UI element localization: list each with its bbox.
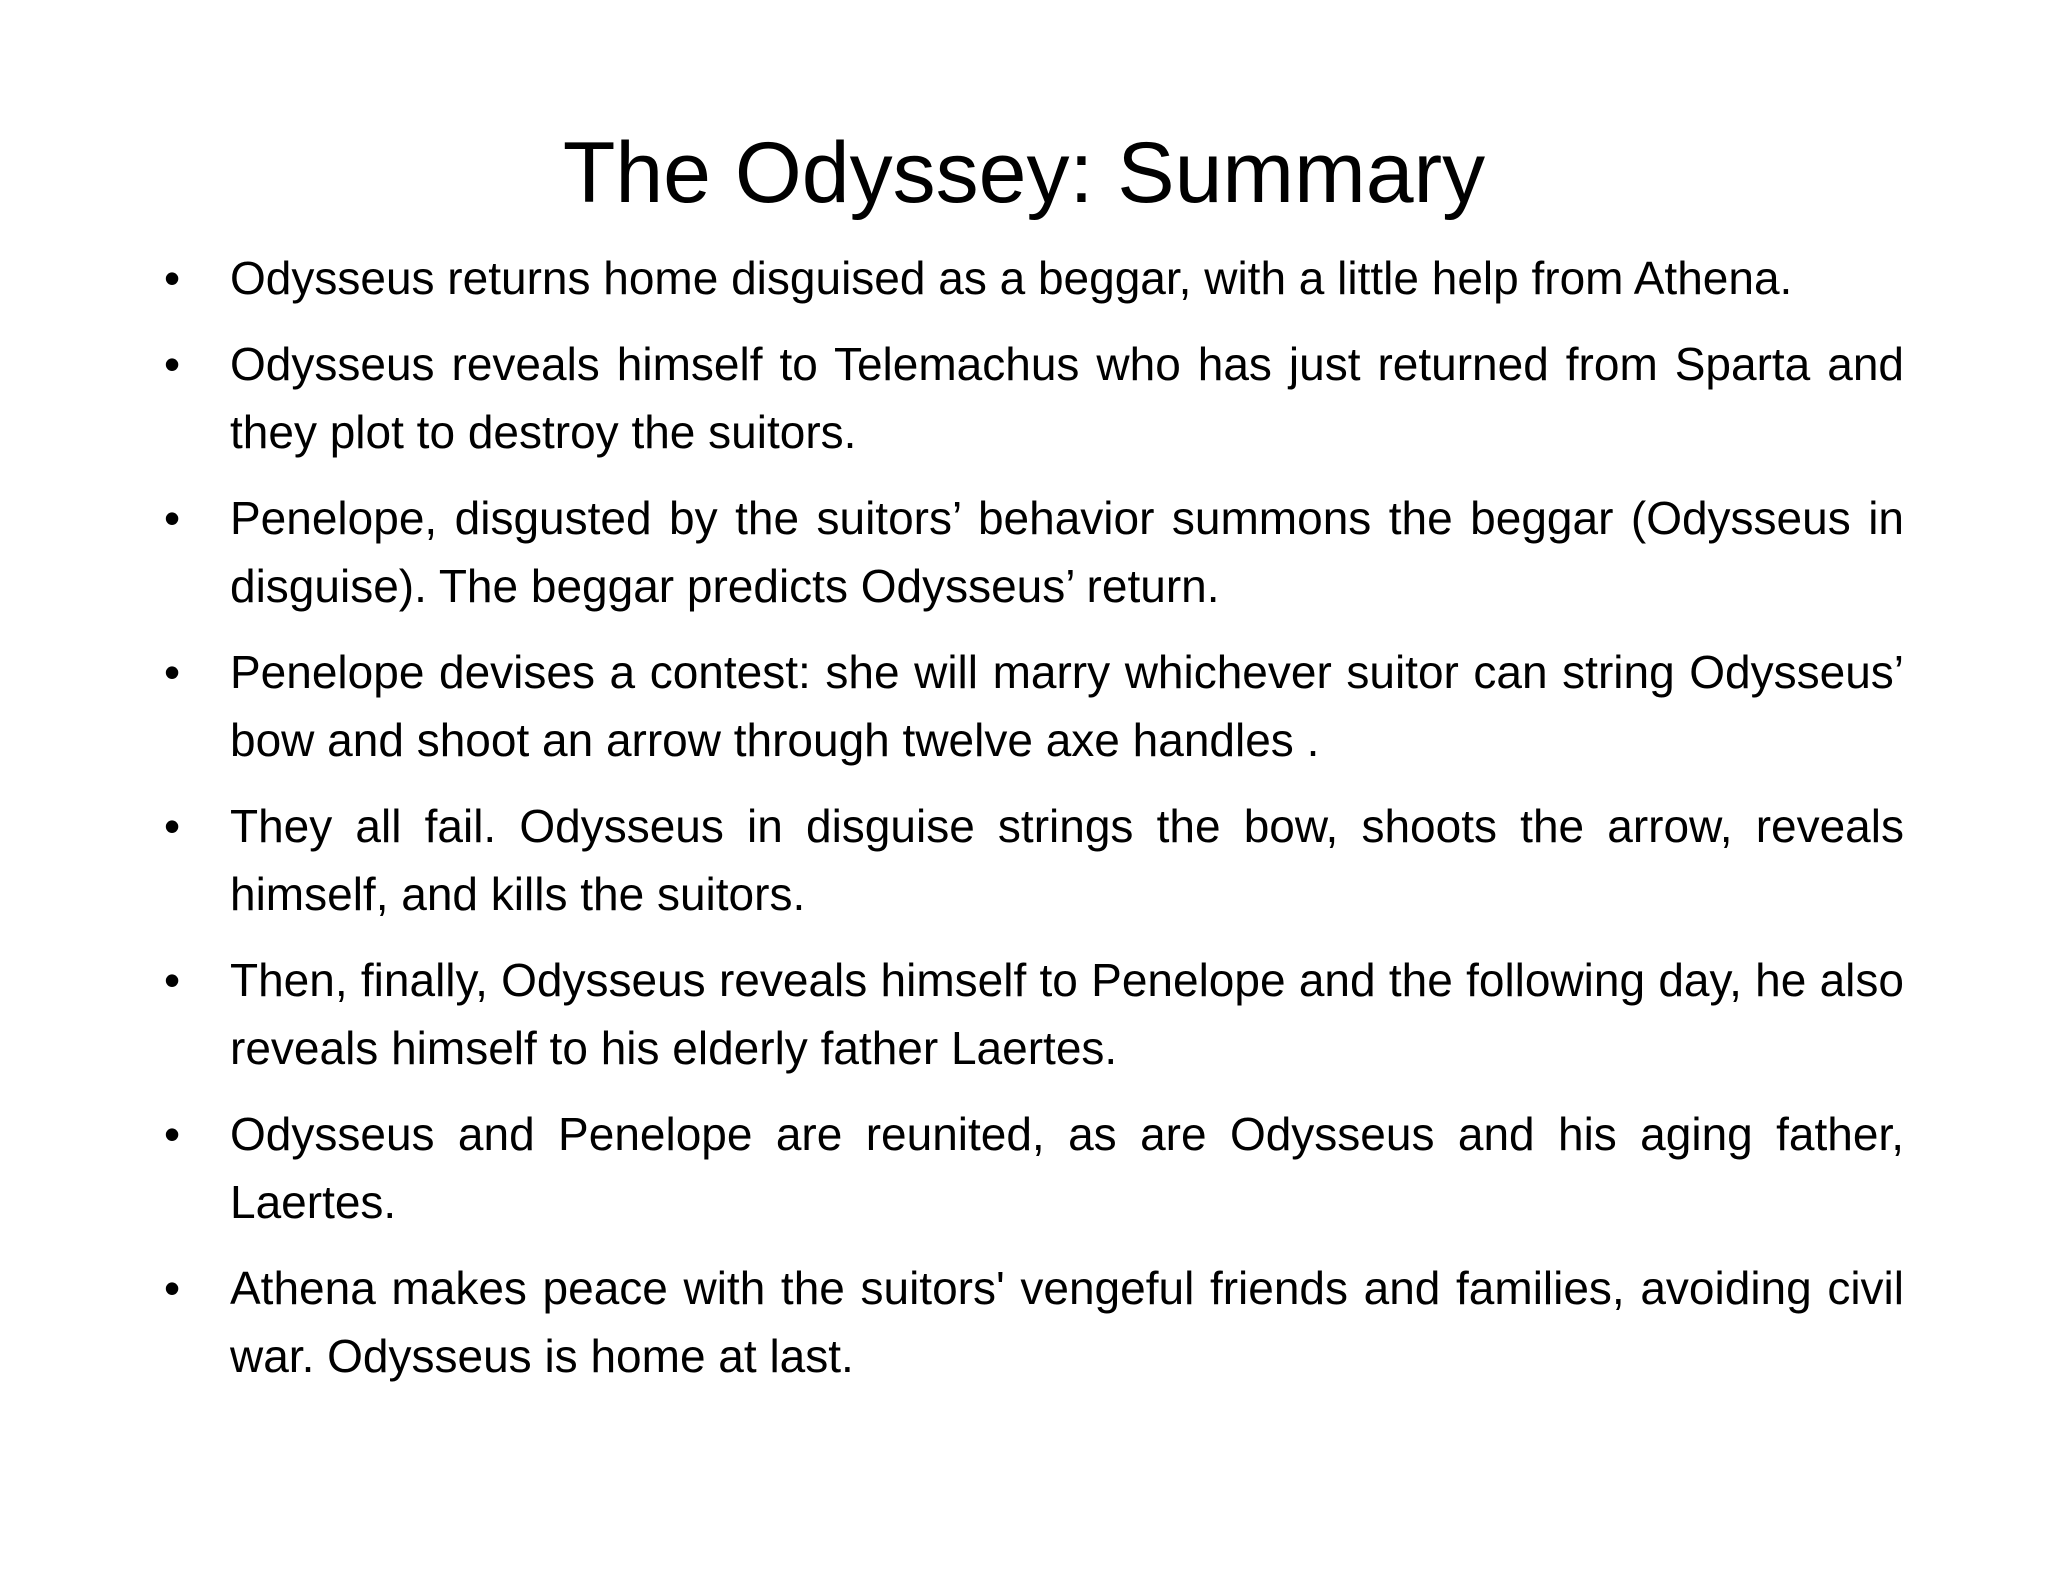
bullet-item-6 [160, 946, 1904, 1082]
bullet-item-1 [160, 244, 1904, 312]
bullet-dot-icon: • [164, 646, 181, 698]
bullet-dot-icon: • [164, 338, 181, 390]
bullet-item-3 [160, 484, 1904, 620]
summary-bullet-list [160, 244, 1904, 1408]
slide-title: The Odyssey: Summary [562, 125, 1486, 221]
bullet-text: Penelope devises a contest: she will marry whichever suitor can string Odysseus’ bow and shoot an arrow through twelve axe handles . [230, 646, 1904, 766]
bullet-item-7 [160, 1100, 1904, 1236]
bullet-item-8 [160, 1254, 1904, 1390]
bullet-text: Odysseus and Penelope are reunited, as are Odysseus and his aging father, Laertes. [230, 1108, 1904, 1228]
bullet-dot-icon: • [164, 800, 181, 852]
bullet-text: Odysseus reveals himself to Telemachus who has just returned from Sparta and they plot to destroy the suitors. [230, 338, 1904, 458]
bullet-dot-icon: • [164, 954, 181, 1006]
bullet-text: They all fail. Odysseus in disguise strings the bow, shoots the arrow, reveals himself, and kills the suitors. [230, 800, 1904, 920]
bullet-dot-icon: • [164, 252, 181, 304]
bullet-text: Penelope, disgusted by the suitors’ behavior summons the beggar (Odysseus in disguise). The beggar predicts Odysseus’ return. [230, 492, 1904, 612]
bullet-dot-icon: • [164, 1108, 181, 1160]
bullet-text: Athena makes peace with the suitors' vengeful friends and families, avoiding civil war. Odysseus is home at last. [230, 1262, 1904, 1382]
bullet-text: Odysseus returns home disguised as a beggar, with a little help from Athena. [230, 252, 1793, 304]
bullet-dot-icon: • [164, 492, 181, 544]
bullet-item-4 [160, 638, 1904, 774]
bullet-dot-icon: • [164, 1262, 181, 1314]
bullet-text: Then, finally, Odysseus reveals himself to Penelope and the following day, he also reveals himself to his elderly father Laertes. [230, 954, 1904, 1074]
bullet-item-2 [160, 330, 1904, 466]
bullet-item-5 [160, 792, 1904, 928]
